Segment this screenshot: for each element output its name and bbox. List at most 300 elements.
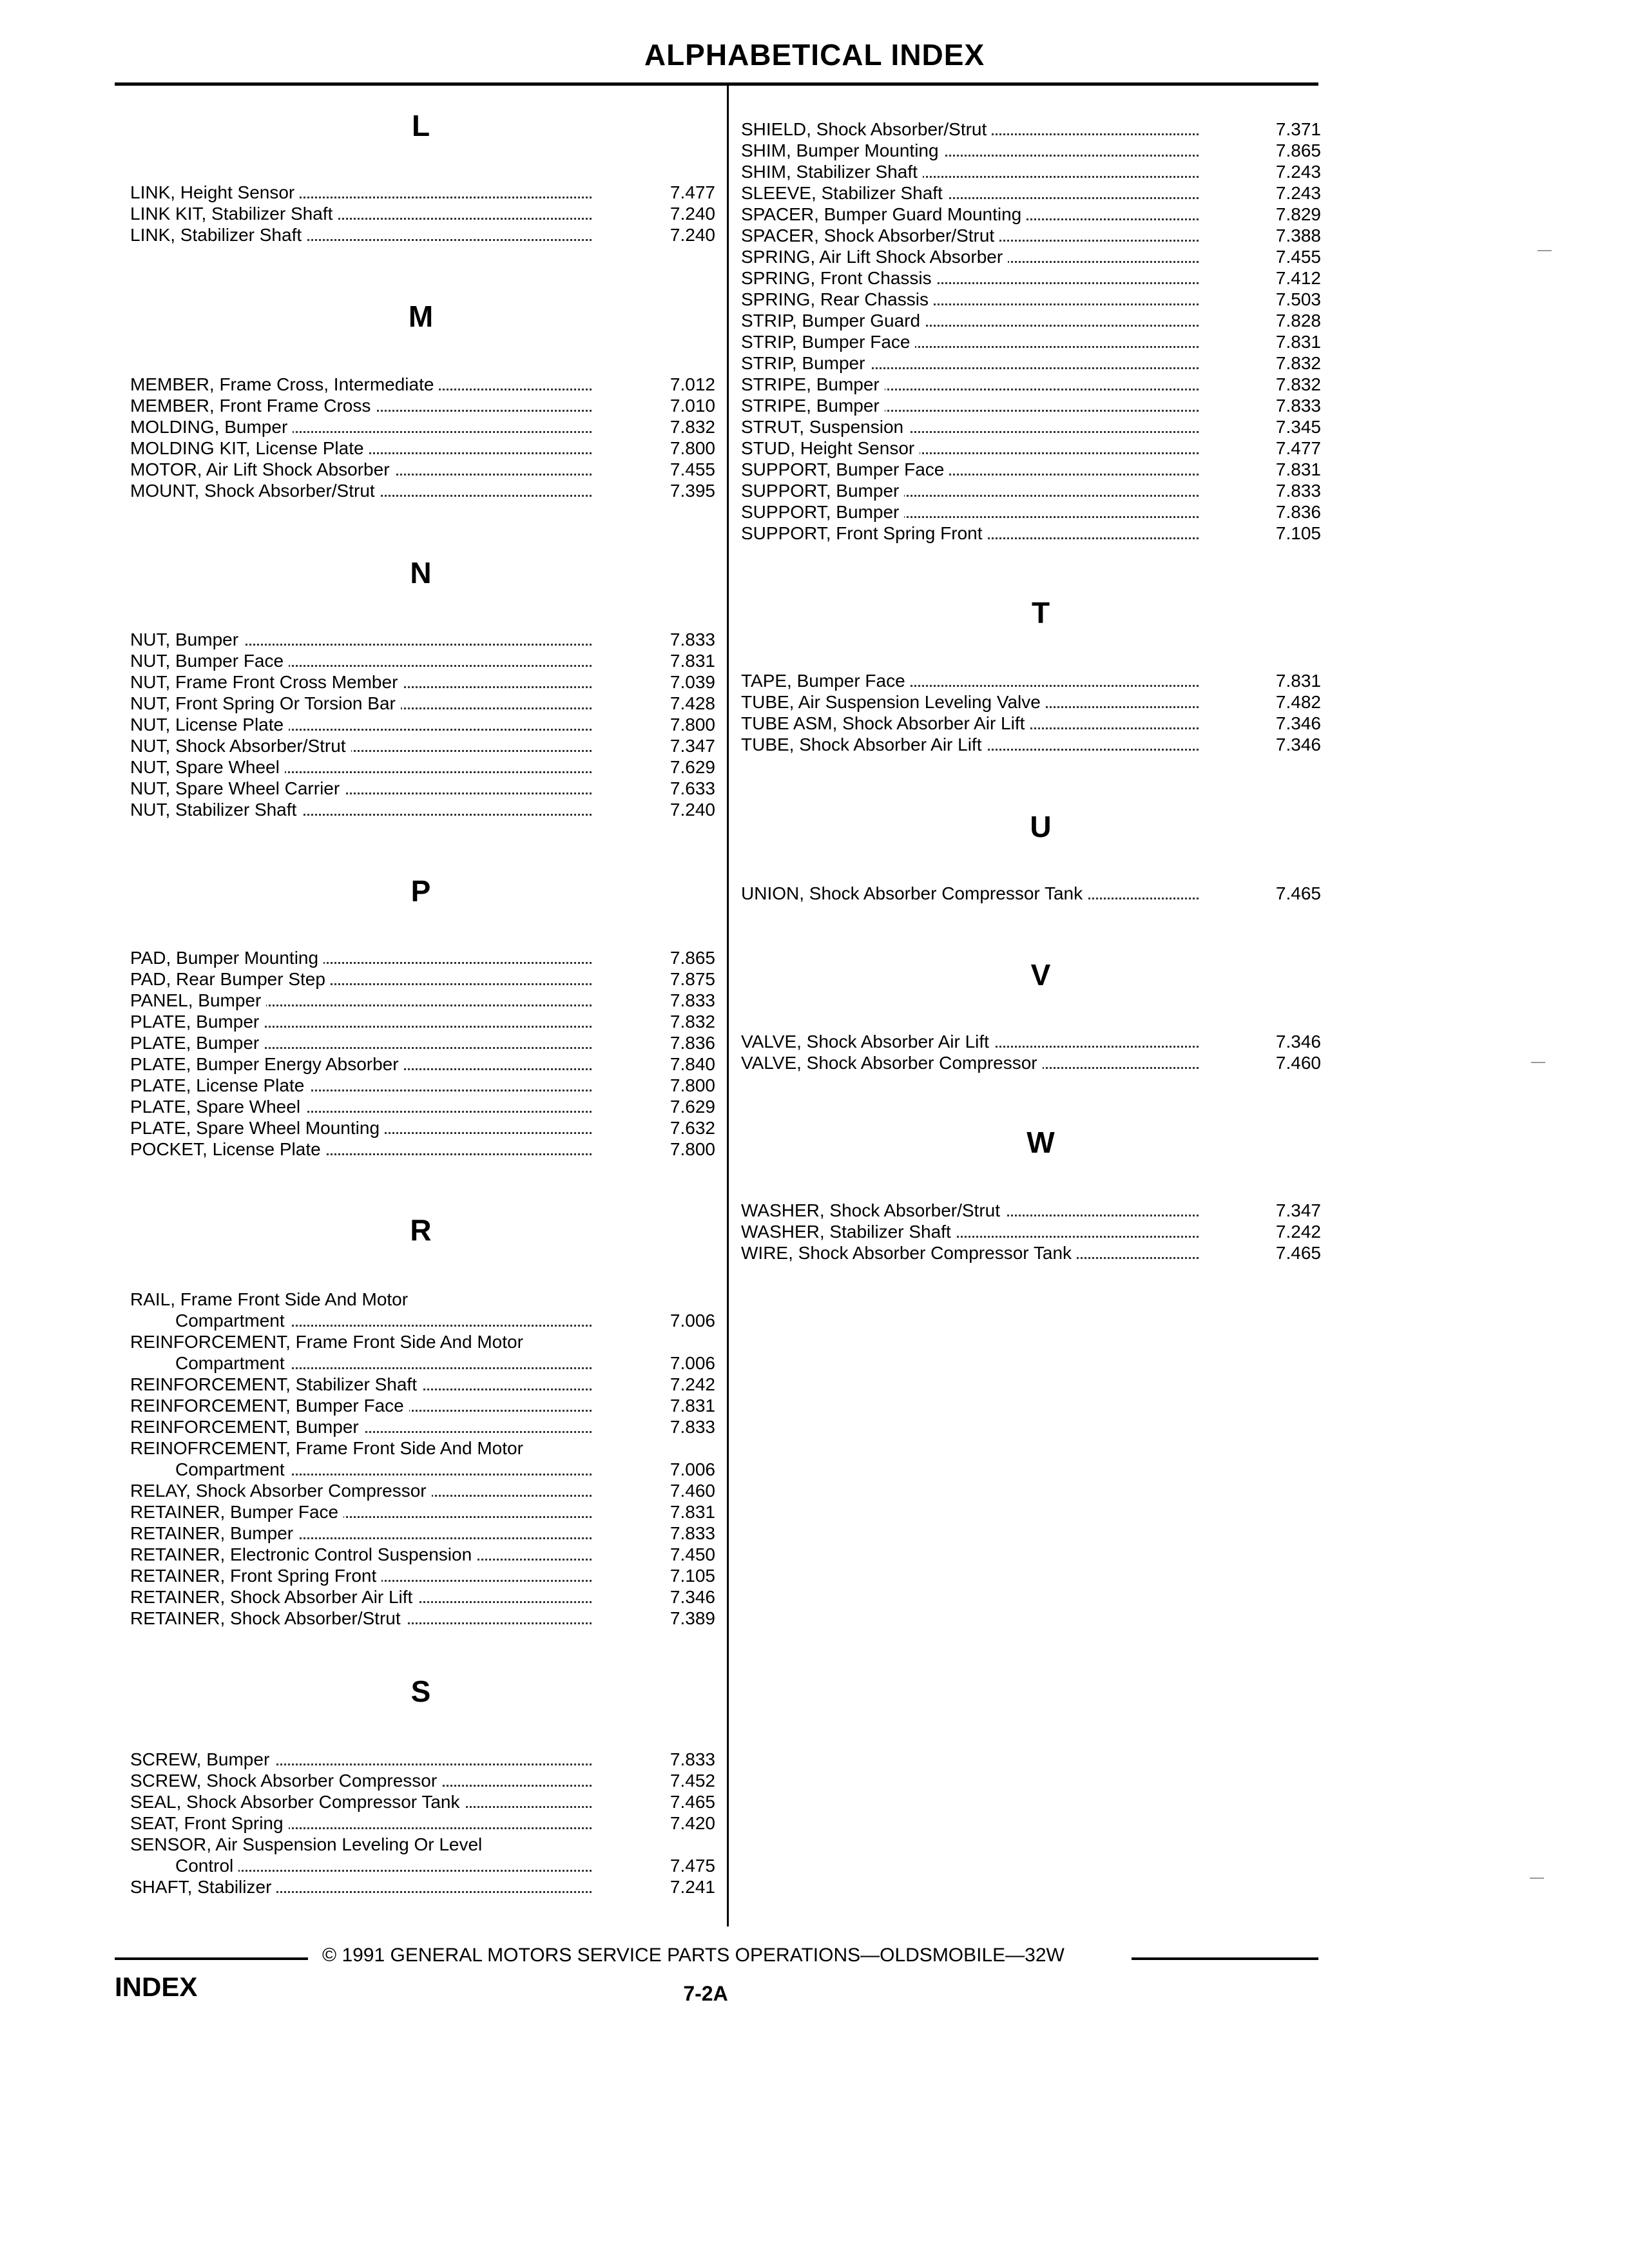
- entry-page-number: 7.477: [670, 182, 715, 202]
- entry-label-wrap: [741, 459, 1199, 480]
- entry-label-wrap: [130, 1480, 592, 1501]
- entry-label-wrap: [130, 1770, 592, 1791]
- entry-label-wrap: [741, 161, 1199, 182]
- entry-label-wrap: [130, 629, 592, 650]
- entry-label-wrap: [130, 1437, 592, 1459]
- entry-page-number: 7.832: [1275, 374, 1321, 394]
- entry-label-wrap: [741, 246, 1199, 267]
- index-entry: [130, 1374, 715, 1395]
- scan-speck: [1530, 1878, 1544, 1879]
- entry-label: Compartment: [130, 1459, 290, 1479]
- entry-label-wrap: [741, 1031, 1199, 1052]
- entry-page-number: 7.428: [670, 693, 715, 713]
- entry-label: SPACER, Bumper Guard Mounting: [741, 204, 1027, 224]
- index-entry: [130, 1855, 715, 1876]
- copyright-text: © 1991 GENERAL MOTORS SERVICE PARTS OPERATIONS—OLDSMOBILE—32W: [322, 1945, 1065, 1966]
- section-label: INDEX: [115, 1972, 198, 2002]
- entry-page-number: 7.629: [670, 1097, 715, 1117]
- entry-label: VALVE, Shock Absorber Compressor: [741, 1053, 1043, 1073]
- entry-label-wrap: [130, 395, 592, 416]
- entry-label-wrap: [741, 267, 1199, 289]
- entry-label-wrap: [741, 1052, 1199, 1073]
- entry-label-wrap: [130, 1565, 592, 1586]
- entry-label-wrap: [741, 310, 1199, 331]
- entry-label-wrap: [130, 1139, 592, 1160]
- entry-page-number: 7.833: [670, 629, 715, 649]
- index-entry: [741, 670, 1321, 691]
- entry-label-wrap: [741, 734, 1199, 755]
- entry-label: RETAINER, Bumper: [130, 1523, 298, 1543]
- entry-label: UNION, Shock Absorber Compressor Tank: [741, 883, 1088, 903]
- index-entry: [741, 523, 1321, 544]
- entry-page-number: 7.455: [670, 459, 715, 479]
- index-entry: [741, 225, 1321, 246]
- index-entry: [741, 459, 1321, 480]
- entry-page-number: 7.012: [670, 374, 715, 394]
- entry-label-wrap: [130, 224, 592, 245]
- entry-label-wrap: [741, 119, 1199, 140]
- entry-label: NUT, Front Spring Or Torsion Bar: [130, 693, 401, 713]
- index-entry: [130, 1523, 715, 1544]
- index-entry: [130, 1876, 715, 1898]
- entry-page-number: 7.829: [1275, 204, 1321, 224]
- page-number: 7-2A: [683, 1982, 728, 2005]
- entry-label: RETAINER, Electronic Control Suspension: [130, 1544, 477, 1564]
- entry-label: NUT, Shock Absorber/Strut: [130, 736, 351, 756]
- entry-page-number: 7.006: [670, 1353, 715, 1373]
- entry-label-wrap: [130, 1855, 592, 1876]
- entry-label-wrap: [130, 756, 592, 778]
- entry-label-wrap: [741, 416, 1199, 437]
- index-entry: [741, 1200, 1321, 1221]
- entry-label: NUT, Spare Wheel Carrier: [130, 778, 345, 798]
- index-entry: [130, 1310, 715, 1331]
- entry-page-number: 7.395: [670, 481, 715, 501]
- entry-label: PLATE, Spare Wheel Mounting: [130, 1118, 385, 1138]
- entry-label: POCKET, License Plate: [130, 1139, 326, 1159]
- entry-page-number: 7.371: [1275, 119, 1321, 139]
- index-entry: [130, 629, 715, 650]
- section-letter-u: U: [1030, 810, 1052, 843]
- index-entry: [130, 968, 715, 990]
- entry-label-wrap: [130, 1812, 592, 1834]
- entry-label-wrap: [130, 1876, 592, 1898]
- entry-page-number: 7.865: [1275, 140, 1321, 160]
- entry-label-wrap: [130, 203, 592, 224]
- entry-label-wrap: [130, 1586, 592, 1608]
- entry-page-number: 7.800: [670, 715, 715, 735]
- entry-page-number: 7.831: [670, 1502, 715, 1522]
- entry-page-number: 7.833: [1275, 481, 1321, 501]
- index-entry: [130, 182, 715, 203]
- entry-page-number: 7.006: [670, 1311, 715, 1331]
- index-entry: [130, 756, 715, 778]
- entry-label: RETAINER, Shock Absorber Air Lift: [130, 1587, 418, 1607]
- entry-label-wrap: [130, 374, 592, 395]
- index-entry: [741, 501, 1321, 523]
- entry-page-number: 7.833: [670, 1749, 715, 1769]
- entry-label: NUT, Spare Wheel: [130, 757, 285, 777]
- index-entry: [130, 1331, 715, 1352]
- entry-page-number: 7.346: [1275, 1032, 1321, 1052]
- index-entry: [130, 714, 715, 735]
- index-entry: [130, 437, 715, 459]
- index-entry: [130, 1791, 715, 1812]
- entry-page-number: 7.460: [1275, 1053, 1321, 1073]
- entry-label-wrap: [741, 883, 1199, 904]
- section-letter-w: W: [1027, 1126, 1055, 1159]
- index-entry: [741, 331, 1321, 352]
- entry-page-number: 7.346: [1275, 713, 1321, 733]
- entry-label-wrap: [130, 1075, 592, 1096]
- entry-label-wrap: [741, 670, 1199, 691]
- index-entry: [741, 437, 1321, 459]
- entry-label-wrap: [130, 671, 592, 693]
- scan-speck: [1531, 1062, 1545, 1063]
- entry-page-number: 7.346: [1275, 735, 1321, 754]
- entry-label: Compartment: [130, 1353, 290, 1373]
- entry-label-wrap: [741, 352, 1199, 374]
- index-entry: [130, 1289, 715, 1310]
- index-entry: [741, 140, 1321, 161]
- entry-page-number: 7.833: [670, 1417, 715, 1437]
- entry-label: PANEL, Bumper: [130, 990, 266, 1010]
- index-entry: [130, 1834, 715, 1855]
- entry-label: SEAT, Front Spring: [130, 1813, 289, 1833]
- index-entry: [741, 161, 1321, 182]
- entry-label-wrap: [130, 1011, 592, 1032]
- entry-label-wrap: [741, 1242, 1199, 1264]
- index-entry: [741, 310, 1321, 331]
- entry-page-number: 7.241: [670, 1877, 715, 1897]
- entry-label: MOLDING KIT, License Plate: [130, 438, 369, 458]
- index-entry: [741, 352, 1321, 374]
- entry-label-wrap: [130, 1053, 592, 1075]
- entry-page-number: 7.010: [670, 396, 715, 416]
- index-entry: [130, 778, 715, 799]
- section-letter-v: V: [1030, 958, 1051, 992]
- index-entry: [130, 650, 715, 671]
- index-entry: [741, 1221, 1321, 1242]
- entry-label-wrap: [130, 968, 592, 990]
- index-entry: [130, 1096, 715, 1117]
- entry-page-number: 7.836: [1275, 502, 1321, 522]
- index-entry: [741, 204, 1321, 225]
- entry-label: PLATE, Bumper: [130, 1012, 264, 1032]
- entry-label-wrap: [741, 289, 1199, 310]
- entry-page-number: 7.412: [1275, 268, 1321, 288]
- index-entry: [130, 459, 715, 480]
- entry-page-number: 7.831: [670, 651, 715, 671]
- entry-label: TUBE ASM, Shock Absorber Air Lift: [741, 713, 1030, 733]
- index-entry: [130, 671, 715, 693]
- column-divider: [727, 85, 729, 1927]
- entry-page-number: 7.465: [670, 1792, 715, 1812]
- entry-page-number: 7.450: [670, 1544, 715, 1564]
- entry-label-wrap: [741, 480, 1199, 501]
- index-entry: [130, 1032, 715, 1053]
- index-entry: [130, 1459, 715, 1480]
- section-letter-s: S: [410, 1675, 431, 1708]
- index-entry: [130, 1480, 715, 1501]
- entry-label: STRIPE, Bumper: [741, 396, 885, 416]
- entry-label-wrap: [130, 1834, 592, 1855]
- entry-label: RETAINER, Bumper Face: [130, 1502, 343, 1522]
- entry-page-number: 7.347: [1275, 1200, 1321, 1220]
- index-entry: [130, 1139, 715, 1160]
- entry-page-number: 7.006: [670, 1459, 715, 1479]
- entry-label: RETAINER, Front Spring Front: [130, 1566, 381, 1586]
- entry-page-number: 7.832: [670, 417, 715, 437]
- entry-page-number: 7.865: [670, 948, 715, 968]
- entry-page-number: 7.831: [1275, 459, 1321, 479]
- entry-label: SUPPORT, Front Spring Front: [741, 523, 988, 543]
- index-entry: [130, 1770, 715, 1791]
- entry-label: NUT, Frame Front Cross Member: [130, 672, 403, 692]
- entry-label: LINK KIT, Stabilizer Shaft: [130, 204, 338, 224]
- entry-label: Control: [130, 1856, 238, 1876]
- entry-label: VALVE, Shock Absorber Air Lift: [741, 1032, 994, 1052]
- index-entry: [130, 799, 715, 820]
- entry-page-number: 7.455: [1275, 247, 1321, 267]
- index-entry: [130, 1416, 715, 1437]
- entry-label: SHIM, Bumper Mounting: [741, 140, 944, 160]
- entry-label-wrap: [741, 1221, 1199, 1242]
- entry-page-number: 7.389: [670, 1608, 715, 1628]
- entry-page-number: 7.482: [1275, 692, 1321, 712]
- entry-label: SHIELD, Shock Absorber/Strut: [741, 119, 992, 139]
- entry-label: MEMBER, Front Frame Cross: [130, 396, 376, 416]
- index-entry: [741, 480, 1321, 501]
- entry-label: SPRING, Air Lift Shock Absorber: [741, 247, 1008, 267]
- index-entry: [741, 246, 1321, 267]
- entry-label-wrap: [741, 501, 1199, 523]
- index-entry: [130, 1075, 715, 1096]
- entry-page-number: 7.831: [1275, 671, 1321, 691]
- entry-label: Compartment: [130, 1311, 290, 1331]
- index-entry: [130, 1812, 715, 1834]
- entry-label-wrap: [741, 523, 1199, 544]
- entry-label: RELAY, Shock Absorber Compressor: [130, 1481, 432, 1501]
- entry-label: REINOFRCEMENT, Frame Front Side And Motor: [130, 1438, 528, 1458]
- entry-label: SUPPORT, Bumper Face: [741, 459, 949, 479]
- entry-label: REINFORCEMENT, Frame Front Side And Motor: [130, 1332, 528, 1352]
- entry-page-number: 7.833: [1275, 396, 1321, 416]
- entry-page-number: 7.240: [670, 204, 715, 224]
- entry-label-wrap: [130, 1501, 592, 1523]
- entry-label: SLEEVE, Stabilizer Shaft: [741, 183, 948, 203]
- entry-label: REINFORCEMENT, Bumper: [130, 1417, 364, 1437]
- entry-label: SCREW, Shock Absorber Compressor: [130, 1771, 442, 1791]
- index-entry: [130, 1352, 715, 1374]
- entry-page-number: 7.632: [670, 1118, 715, 1138]
- entry-label-wrap: [741, 1200, 1199, 1221]
- entry-page-number: 7.465: [1275, 1243, 1321, 1263]
- index-entry: [130, 416, 715, 437]
- entry-label-wrap: [130, 1395, 592, 1416]
- entry-page-number: 7.242: [670, 1374, 715, 1394]
- entry-label-wrap: [130, 799, 592, 820]
- index-entry: [130, 1544, 715, 1565]
- entry-label: NUT, Bumper Face: [130, 651, 289, 671]
- index-entry: [741, 374, 1321, 395]
- index-entry: [741, 267, 1321, 289]
- entry-label: PLATE, License Plate: [130, 1075, 309, 1095]
- entry-label: STRIPE, Bumper: [741, 374, 885, 394]
- footer-rule-left: [115, 1957, 308, 1960]
- entry-label: SPRING, Rear Chassis: [741, 289, 934, 309]
- entry-label: SCREW, Bumper: [130, 1749, 275, 1769]
- entry-label: SPACER, Shock Absorber/Strut: [741, 226, 999, 245]
- entry-label: STRUT, Suspension: [741, 417, 909, 437]
- entry-page-number: 7.242: [1275, 1222, 1321, 1242]
- index-entry: [130, 1586, 715, 1608]
- entry-page-number: 7.475: [670, 1856, 715, 1876]
- index-entry: [741, 1242, 1321, 1264]
- index-entry: [130, 374, 715, 395]
- index-entry: [130, 480, 715, 501]
- entry-page-number: 7.800: [670, 1075, 715, 1095]
- index-entry: [741, 691, 1321, 713]
- entry-page-number: 7.465: [1275, 883, 1321, 903]
- entry-page-number: 7.105: [670, 1566, 715, 1586]
- entry-label-wrap: [130, 1791, 592, 1812]
- entry-label: SEAL, Shock Absorber Compressor Tank: [130, 1792, 465, 1812]
- entry-label-wrap: [130, 416, 592, 437]
- entry-page-number: 7.388: [1275, 226, 1321, 245]
- entry-label-wrap: [130, 714, 592, 735]
- entry-label: NUT, License Plate: [130, 715, 289, 735]
- page-title: ALPHABETICAL INDEX: [644, 38, 985, 72]
- index-entry: [130, 224, 715, 245]
- entry-label-wrap: [130, 480, 592, 501]
- entry-label-wrap: [130, 778, 592, 799]
- index-entry: [741, 713, 1321, 734]
- entry-label-wrap: [741, 204, 1199, 225]
- entry-page-number: 7.833: [670, 1523, 715, 1543]
- entry-label-wrap: [130, 459, 592, 480]
- index-entry: [130, 395, 715, 416]
- entry-page-number: 7.240: [670, 800, 715, 820]
- entry-label-wrap: [130, 1096, 592, 1117]
- index-entry: [741, 1052, 1321, 1073]
- entry-page-number: 7.800: [670, 1139, 715, 1159]
- entry-label: TUBE, Air Suspension Leveling Valve: [741, 692, 1046, 712]
- entry-page-number: 7.347: [670, 736, 715, 756]
- entry-label: MOLDING, Bumper: [130, 417, 293, 437]
- entry-page-number: 7.452: [670, 1771, 715, 1791]
- index-entry: [130, 1608, 715, 1629]
- entry-page-number: 7.503: [1275, 289, 1321, 309]
- entry-label-wrap: [130, 693, 592, 714]
- entry-label: WASHER, Shock Absorber/Strut: [741, 1200, 1005, 1220]
- entry-page-number: 7.832: [670, 1012, 715, 1032]
- entry-label-wrap: [130, 182, 592, 203]
- entry-label-wrap: [741, 691, 1199, 713]
- entry-label: PAD, Rear Bumper Step: [130, 969, 331, 989]
- entry-page-number: 7.831: [670, 1396, 715, 1416]
- entry-page-number: 7.840: [670, 1054, 715, 1074]
- entry-label-wrap: [130, 947, 592, 968]
- section-letter-n: N: [410, 556, 432, 590]
- entry-page-number: 7.039: [670, 672, 715, 692]
- entry-label: REINFORCEMENT, Bumper Face: [130, 1396, 409, 1416]
- scan-speck: [1537, 250, 1552, 251]
- entry-label: SUPPORT, Bumper: [741, 481, 904, 501]
- entry-label: WASHER, Stabilizer Shaft: [741, 1222, 956, 1242]
- entry-page-number: 7.828: [1275, 311, 1321, 331]
- entry-label-wrap: [741, 140, 1199, 161]
- entry-label: MOUNT, Shock Absorber/Strut: [130, 481, 380, 501]
- index-entry: [130, 1053, 715, 1075]
- section-letter-p: P: [410, 874, 431, 908]
- entry-label: STRIP, Bumper Guard: [741, 311, 925, 331]
- index-entry: [130, 1749, 715, 1770]
- index-entry: [741, 289, 1321, 310]
- index-entry: [130, 203, 715, 224]
- index-entry: [741, 119, 1321, 140]
- entry-label: NUT, Bumper: [130, 629, 244, 649]
- index-entry: [130, 1565, 715, 1586]
- entry-label-wrap: [130, 437, 592, 459]
- entry-page-number: 7.243: [1275, 162, 1321, 182]
- entry-label-wrap: [741, 395, 1199, 416]
- index-entry: [741, 883, 1321, 904]
- index-entry: [130, 990, 715, 1011]
- entry-label-wrap: [130, 1523, 592, 1544]
- entry-label-wrap: [741, 374, 1199, 395]
- entry-label: PLATE, Spare Wheel: [130, 1097, 305, 1117]
- entry-page-number: 7.800: [670, 438, 715, 458]
- index-entry: [741, 395, 1321, 416]
- entry-label: RAIL, Frame Front Side And Motor: [130, 1289, 413, 1309]
- entry-label: SPRING, Front Chassis: [741, 268, 937, 288]
- entry-label-wrap: [130, 650, 592, 671]
- entry-label: LINK, Stabilizer Shaft: [130, 225, 307, 245]
- entry-label: RETAINER, Shock Absorber/Strut: [130, 1608, 406, 1628]
- entry-label-wrap: [130, 1459, 592, 1480]
- entry-label: SENSOR, Air Suspension Leveling Or Level: [130, 1834, 487, 1854]
- entry-label-wrap: [741, 437, 1199, 459]
- entry-label-wrap: [130, 1352, 592, 1374]
- index-entry: [741, 1031, 1321, 1052]
- entry-label-wrap: [130, 1117, 592, 1139]
- entry-page-number: 7.832: [1275, 353, 1321, 373]
- entry-label: TAPE, Bumper Face: [741, 671, 911, 691]
- entry-label-wrap: [130, 1544, 592, 1565]
- index-entry: [130, 693, 715, 714]
- entry-page-number: 7.346: [670, 1587, 715, 1607]
- entry-page-number: 7.240: [670, 225, 715, 245]
- entry-label: NUT, Stabilizer Shaft: [130, 800, 302, 820]
- entry-label: SHIM, Stabilizer Shaft: [741, 162, 923, 182]
- index-entry: [741, 182, 1321, 204]
- entry-label: STRIP, Bumper Face: [741, 332, 915, 352]
- entry-page-number: 7.875: [670, 969, 715, 989]
- footer-rule-right: [1132, 1957, 1318, 1960]
- index-entry: [130, 735, 715, 756]
- index-entry: [130, 947, 715, 968]
- entry-label-wrap: [130, 1374, 592, 1395]
- section-letter-r: R: [410, 1213, 432, 1247]
- section-letter-l: L: [411, 109, 430, 142]
- section-letter-m: M: [408, 300, 434, 333]
- entry-label: STUD, Height Sensor: [741, 438, 920, 458]
- entry-label: TUBE, Shock Absorber Air Lift: [741, 735, 987, 754]
- entry-label-wrap: [741, 182, 1199, 204]
- index-entry: [130, 1011, 715, 1032]
- entry-label: MOTOR, Air Lift Shock Absorber: [130, 459, 395, 479]
